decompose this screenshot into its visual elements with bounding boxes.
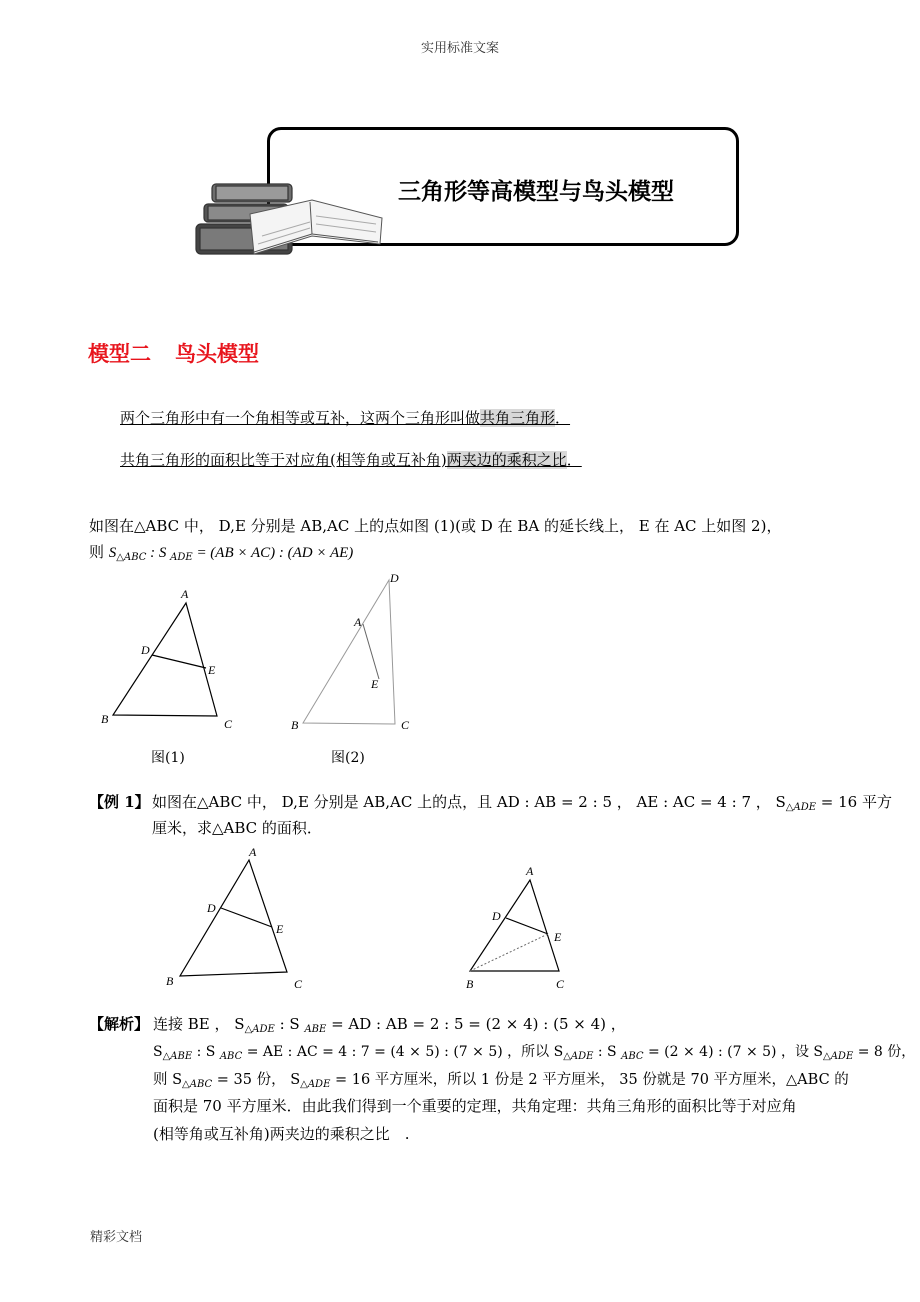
label-a: A — [249, 845, 257, 859]
intro-formula — [89, 541, 353, 563]
figure-2-triangle — [286, 572, 416, 732]
formula-prefix: 则 — [89, 543, 109, 561]
formula-expression: = (AB × AC) : (AD × AE) — [192, 545, 354, 561]
figure-1-caption: 图(1) — [151, 750, 185, 766]
label-c: C — [401, 718, 410, 732]
example-line-2: 厘米，求△ABC 的面积． — [152, 819, 322, 837]
page-footer: 精彩文档 — [90, 1230, 143, 1245]
segment-de — [221, 908, 272, 927]
label-d: D — [390, 571, 399, 585]
example-text: 如图在△ABC 中， D,E 分别是 AB,AC 上的点，且 AD : AB = 2 : 5 ， AE : AC = 4 : 7 ， S — [152, 793, 786, 811]
stack-of-books-icon — [192, 178, 392, 264]
formula-symbol: S — [108, 545, 117, 561]
label-d: D — [141, 643, 150, 657]
solution-text: = 8 份， — [853, 1044, 916, 1060]
formula-subscript: ABE — [304, 1024, 327, 1035]
solution-text: = 35 份， S — [212, 1072, 301, 1088]
label-d: D — [207, 901, 216, 915]
label-a: A — [181, 587, 189, 601]
solution-text: : S — [192, 1044, 220, 1060]
solution-text: = 16 平方厘米，所以 1 份是 2 平方厘米， 35 份就是 70 平方厘米，△ABC 的 — [330, 1072, 849, 1088]
triangle-dbc — [303, 580, 395, 724]
definition-text: 共角三角形的面积比等于对应角(相等角或互补角) — [120, 451, 447, 469]
example-tag: 【例 1】 — [89, 793, 150, 811]
page-header: 实用标准文案 — [420, 41, 499, 56]
formula-subscript: △ABE — [162, 1051, 193, 1062]
label-d: D — [492, 909, 501, 923]
formula-subscript: ABC — [219, 1051, 243, 1062]
solution-line-5: (相等角或互补角)两夹边的乘积之比 . — [153, 1125, 410, 1143]
solution-line-4: 面积是 70 平方厘米．由此我们得到一个重要的定理，共角定理：共角三角形的面积比等于对应角 — [153, 1097, 797, 1115]
label-e: E — [554, 930, 562, 944]
definition-line-2 — [120, 449, 582, 470]
figure-3-triangle — [160, 840, 310, 990]
section-name: 鸟头模型 — [175, 342, 259, 366]
formula-symbol: : S — [146, 545, 171, 561]
formula-subscript: △ADE — [785, 802, 817, 813]
label-e: E — [276, 922, 284, 936]
label-c: C — [294, 977, 303, 991]
label-a: A — [526, 864, 534, 878]
highlight-term: 共角三角形 — [480, 409, 556, 427]
example-line-1 — [152, 791, 892, 813]
definition-end: ． — [555, 409, 571, 427]
segment-ae — [363, 624, 379, 679]
label-b: B — [466, 977, 474, 991]
formula-subscript: ABC — [621, 1051, 644, 1062]
label-c: C — [224, 717, 233, 731]
definition-line-1 — [120, 407, 570, 428]
label-e: E — [208, 663, 216, 677]
definition-end: ． — [566, 451, 582, 469]
segment-de — [506, 918, 548, 934]
figure-4-triangle — [460, 860, 580, 995]
solution-text: = (2 × 4) : (7 × 5) ，设 S — [643, 1044, 824, 1060]
formula-subscript: △ADE — [823, 1051, 854, 1062]
formula-subscript: △ABC — [182, 1079, 213, 1090]
solution-text: 连接 BE ， S — [153, 1015, 245, 1033]
solution-text: = AD : AB = 2 : 5 = (2 × 4) : (5 × 4) ， — [326, 1015, 626, 1033]
document-title: 三角形等高模型与鸟头模型 — [398, 179, 674, 205]
label-b: B — [101, 712, 109, 726]
solution-tag: 【解析】 — [89, 1015, 150, 1033]
intro-line-1: 如图在△ABC 中， D,E 分别是 AB,AC 上的点如图 (1)(或 D 在 BA 的延长线上， E 在 AC 上如图 2)， — [89, 517, 782, 535]
section-heading — [88, 338, 259, 368]
figure-2-caption: 图(2) — [331, 750, 365, 766]
solution-line-1 — [153, 1013, 626, 1035]
label-e: E — [371, 677, 379, 691]
solution-text: : S — [274, 1015, 305, 1033]
solution-text: : S — [593, 1044, 622, 1060]
formula-subscript: △ADE — [300, 1079, 331, 1090]
solution-text: S — [153, 1044, 163, 1060]
triangle-abc — [113, 603, 217, 716]
solution-line-2 — [153, 1041, 915, 1062]
highlight-term: 两夹边的乘积之比 — [446, 451, 567, 469]
triangle-abc — [180, 860, 287, 976]
label-b: B — [166, 974, 174, 988]
segment-de — [152, 655, 206, 668]
label-c: C — [556, 977, 565, 991]
solution-text: = AE : AC = 4 : 7 = (4 × 5) : (7 × 5) ，所以 S — [242, 1044, 564, 1060]
formula-subscript: △ADE — [244, 1024, 275, 1035]
solution-line-3 — [153, 1068, 849, 1090]
section-label: 模型二 — [88, 342, 151, 366]
definition-text: 两个三角形中有一个角相等或互补，这两个三角形叫做 — [120, 409, 481, 427]
example-text: = 16 平方 — [816, 793, 892, 811]
triangle-abc — [470, 880, 559, 971]
figure-1-triangle — [96, 585, 246, 735]
solution-text: 则 S — [153, 1072, 183, 1088]
formula-subscript: ADE — [170, 552, 193, 563]
label-a: A — [354, 615, 362, 629]
formula-subscript: △ADE — [563, 1051, 594, 1062]
label-b: B — [291, 718, 299, 732]
formula-subscript: △ABC — [116, 552, 147, 563]
